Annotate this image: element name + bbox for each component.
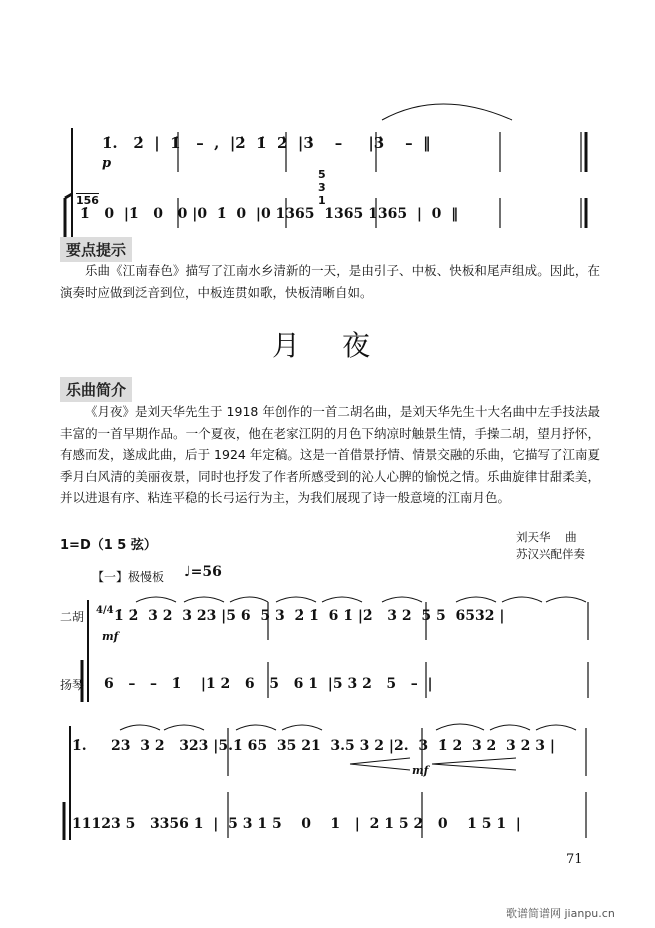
erhu-label: 二胡 [60,610,85,624]
piece-title: 月夜 [272,329,413,362]
yangqin-label: 扬琴 [60,678,85,692]
erhu-time-signature: 4/4 [96,605,114,616]
tempo-mark: ♩=56 [184,564,222,580]
page-number: 71 [566,852,583,867]
watermark: 歌谱简谱网 jianpu.cn [506,907,615,920]
yangqin-row2-notes: 11123 5 3356 1 | 5 3 1 5 0 1 | 2 1 5 2 0 1 5 1 | [72,816,521,832]
tips-paragraph: 乐曲《江南春色》描写了江南水乡清新的一天，是由引子、中板、快板和尾声组成。因此，在演奏时应做到泛音到位，中板连贯如歌，快板清晰自如。 [60,263,600,300]
section-heading-tips: 要点提示 [60,237,132,262]
yangqin-row1-notes: 6 – – 1̇ |1 2 6 5 6 1 |5 3 2 5 – | [104,676,433,692]
erhu-dynamic-mf: mf [102,630,119,643]
top-line2-label: 156 [76,194,99,207]
top-line1-notes: 1̇. 2̇ | 1̇ – , |2̇ 1̇ 2̇ |3̇ – |3̇ – ‖ [102,134,431,152]
arranger-credit: 苏汉兴配伴奏 [516,547,585,561]
erhu-row2-notes: 1̇. 23 3 2 323 |5.1̇ 65 35 21 3.5 3 2 |2. 3 1̇ 2 3 2 3 2 3 | [72,738,555,754]
intro-paragraph: 《月夜》是刘天华先生于 1918 年创作的一首二胡名曲，是刘天华先生十大名曲中左手技法最丰富的一首早期作品。一个夏夜，他在老家江阴的月色下纳凉时触景生情，手操二胡，望月抒怀，有感而发，遂成此曲，后于 1924 年定稿。这是一首借景抒情、情景交融的乐曲，它描写了江南夏季月白风清的美丽夜景，同时也抒发了作者所感受到的沁人心脾的愉悦之情。乐曲旋律甘甜柔美，并以进退有序、粘连平稳的长弓运行为主，为我们展现了诗一般意境的江南月色。 [60,404,600,505]
tempo-section: 【一】极慢板 [92,570,165,584]
dynamic-mark: p [102,156,112,171]
top-line2-fingering: 5 3 1 [318,168,326,207]
erhu-row1-notes: 1̇ 2̇ 3 2 3 23 |5 6 5 3 2̇ 1̇ 6 1̇ |2̇ 3 2 5 5 6532 | [114,608,505,624]
section-heading-intro: 乐曲简介 [60,377,132,402]
composer-credit: 刘天华 曲 [516,530,577,544]
top-line2-notes: 1̇ 0 |1̇ 0 0 |0 1̇ 0 |0 1365 1365 1365 | 0 ‖ [80,206,459,222]
key-signature: 1=D（1 5 弦） [60,538,157,553]
erhu-row2-dynamic: mf [412,764,429,777]
